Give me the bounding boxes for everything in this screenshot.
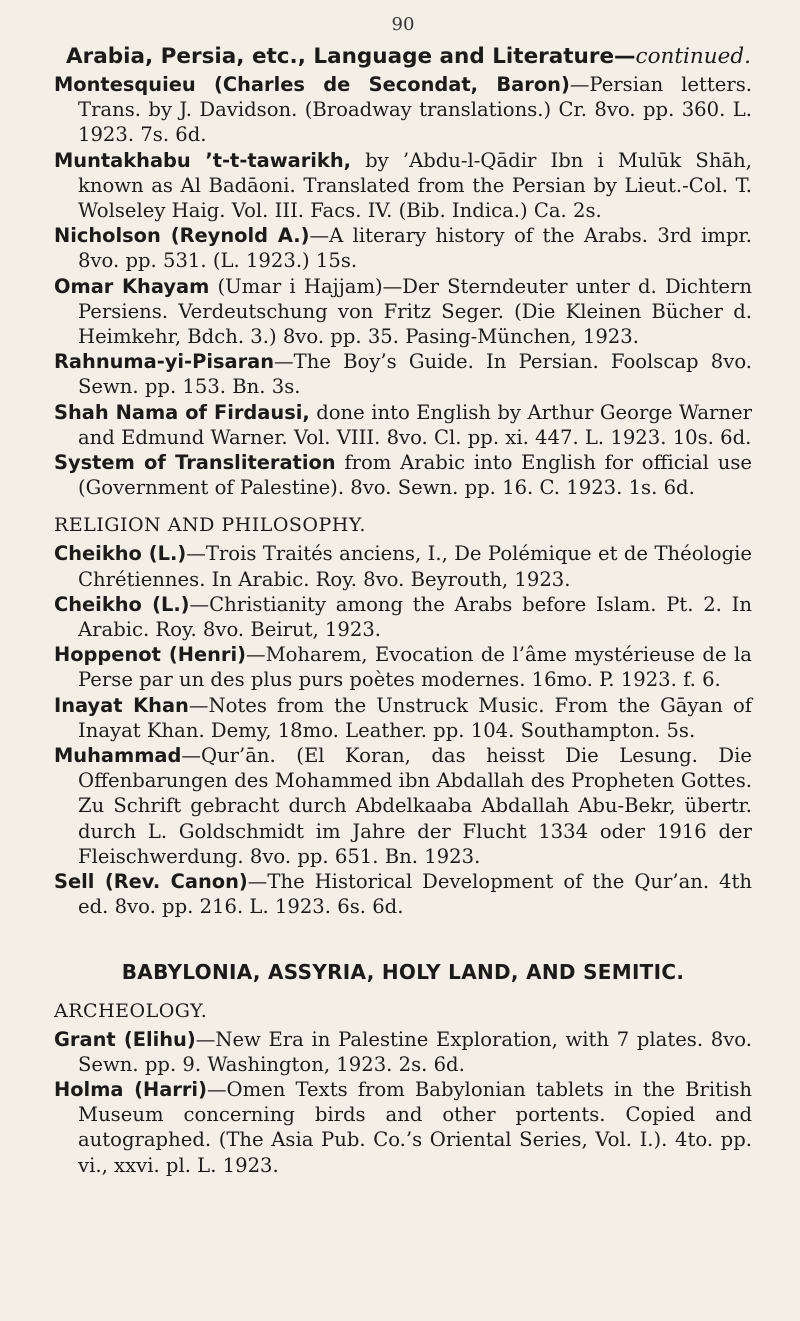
entry-head: Grant (Elihu) [54, 1027, 196, 1051]
section-continued: continued. [635, 44, 751, 69]
entry-text: —Moharem, Evocation de l’âme mystérieuse de la Perse par un des plus purs poètes modernes. 16mo. P. 1923. f. 6. [78, 643, 752, 692]
entries-religion [54, 541, 752, 919]
entry [54, 400, 752, 450]
entry [54, 592, 752, 642]
entry-head: Muntakhabu ’t-t-tawarikh, [54, 148, 351, 172]
entry-head: Omar Khayam [54, 274, 210, 298]
entry [54, 541, 752, 591]
entry [54, 349, 752, 399]
entry [54, 223, 752, 273]
section-title: Arabia, Persia, etc., Language and Literature—continued. [66, 44, 751, 69]
entry-text: done into English by Arthur George Warner and Edmund Warner. Vol. VIII. 8vo. Cl. pp. xi. 447. L. 1923. 10s. 6d. [78, 400, 752, 449]
entry-head: Cheikho (L.) [54, 542, 187, 566]
entry-head: Shah Nama of Firdausi, [54, 400, 310, 424]
entries-archeology [54, 1027, 752, 1178]
entry-text: —The Boy’s Guide. In Persian. Foolscap 8vo. Sewn. pp. 153. Bn. 3s. [78, 350, 752, 399]
section-heading-babylonia: BABYLONIA, ASSYRIA, HOLY LAND, AND SEMITIC. [121, 959, 685, 984]
entry [54, 1027, 752, 1077]
entry-text: —Christianity among the Arabs before Islam. Pt. 2. In Arabic. Roy. 8vo. Beirut, 1923. [78, 592, 752, 642]
entry [54, 642, 752, 692]
entry [54, 869, 752, 919]
entry [54, 274, 752, 350]
entry-text: by ’Abdu-l-Qādir Ibn i Mulūk Shāh, known as Al Badāoni. Translated from the Persian by Lieut.-Col. T. Wolseley Haig. Vol. III. Facs. IV. (Bib. Indica.) Ca. 2s. [78, 148, 752, 223]
entry-head: Rahnuma-yi-Pisaran [54, 350, 275, 374]
entry [54, 693, 752, 743]
entry-text: —Omen Texts from Babylonian tablets in the British Museum concerning birds and other portents. Copied and autographed. (The Asia Pub. Co.’s Oriental Series, Vol. I.). 4to. pp. vi., xxvi. pl. L. 1923. [78, 1077, 752, 1177]
entry [54, 743, 752, 869]
entry-head: Cheikho (L.) [54, 592, 190, 616]
subheading-religion: RELIGION AND PHILOSOPHY. [54, 514, 366, 537]
entry-head: Montesquieu (Charles de Secondat, Baron) [54, 73, 570, 96]
entry-head: System of Transliteration [54, 451, 336, 475]
entry-head: Holma (Harri) [54, 1077, 207, 1101]
page-number: 90 [391, 14, 415, 35]
entry-text: —The Historical Development of the Qur’an. 4th ed. 8vo. pp. 216. L. 1923. 6s. 6d. [78, 870, 753, 919]
entry-head: Nicholson (Reynold A.) [54, 224, 310, 248]
entry-head: Muhammad [54, 744, 182, 768]
entry-text: (Umar i Hajjam)—Der Sterndeuter unter d. Dichtern Persiens. Verdeutschung von Fritz Seger. (Die Kleinen Bücher d. Heimkehr, Bdch. 3.) 8vo. pp. 35. Pasing-München, 1923. [78, 274, 752, 349]
entry [54, 72, 752, 148]
entry-head: Inayat Khan [54, 693, 189, 717]
entry-text: —Trois Traités anciens, I., De Polémique et de Théologie Chrétiennes. In Arabic. Roy. 8vo. Beyrouth, 1923. [78, 542, 752, 591]
section-title-text: Arabia, Persia, etc., Language and Literature [66, 44, 615, 69]
entry-text: —A literary history of the Arabs. 3rd impr. 8vo. pp. 531. (L. 1923.) 15s. [78, 224, 752, 273]
entry-head: Hoppenot (Henri) [54, 643, 246, 667]
entry [54, 148, 752, 224]
entry-text: —Notes from the Unstruck Music. From the Gāyan of Inayat Khan. Demy, 18mo. Leather. pp. 104. Southampton. 5s. [78, 693, 752, 742]
entry-text: —New Era in Palestine Exploration, with 7 plates. 8vo. Sewn. pp. 9. Washington, 1923. 2s. 6d. [78, 1027, 752, 1076]
entry-text: —Persian letters. Trans. by J. Davidson. (Broadway translations.) Cr. 8vo. pp. 360. L. 1923. 7s. 6d. [78, 73, 752, 147]
entry-text: from Arabic into English for official use (Government of Palestine). 8vo. Sewn. pp. 16. C. 1923. 1s. 6d. [78, 451, 752, 500]
entry-head: Sell (Rev. Canon) [54, 870, 248, 894]
subheading-archeology: ARCHEOLOGY. [54, 999, 208, 1022]
entry [54, 450, 752, 500]
entries-language [54, 72, 752, 500]
entry-text: —Qur’ān. (El Koran, das heisst Die Lesung. Die Offenbarungen des Mohammed ibn Abdallah des Propheten Gottes. Zu Schrift gebracht durch Abdelkaaba Abdallah Abu-Bekr, übertr. durch L. Goldschmidt im Jahre der Flucht 1334 oder 1916 der Fleischwerdung. 8vo. pp. 651. Bn. 1923. [78, 744, 752, 868]
entry [54, 1077, 752, 1178]
